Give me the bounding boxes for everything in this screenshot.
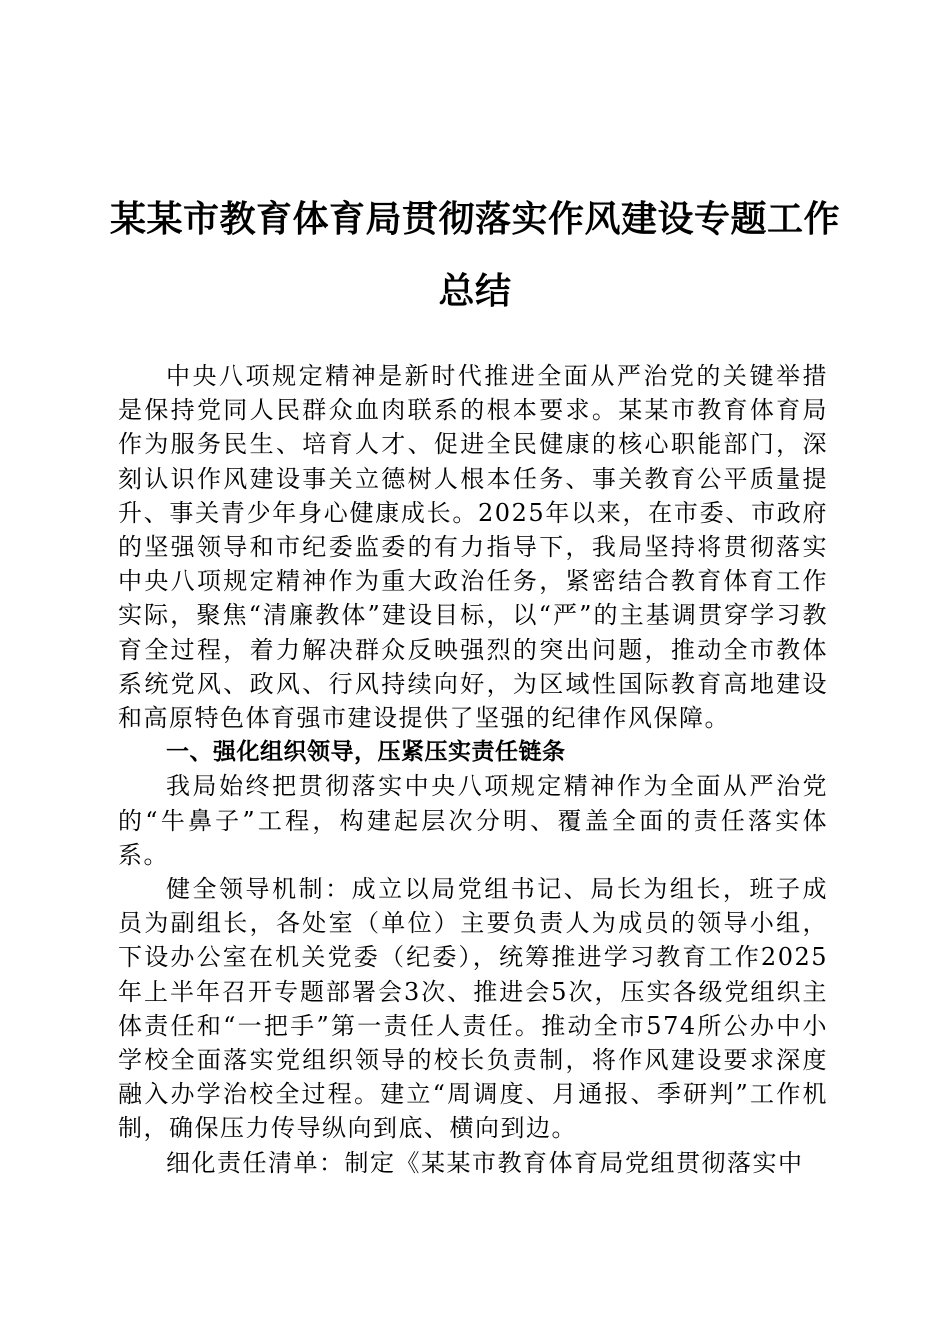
document-title — [110, 190, 840, 320]
section1-paragraph-2: 健全领导机制：成立以局党组书记、局长为组长，班子成员为副组长，各处室（单位）主要负责人为成员的领导小组，下设办公室在机关党委（纪委），统筹推进学习教育工作2025年上半年召开专题部署会3次、推进会5次，压实各级党组织主体责任和“一把手”第一责任人责任。推动全市574所公办中小学校全面落实党组织领导的校长负责制，将作风建设要求深度融入办学治校全过程。建立“周调度、月通报、季研判”工作机制，确保压力传导纵向到底、横向到边。 — [118, 875, 828, 1143]
title-line-1: 某某市教育体育局贯彻落实作风建设专题工作 — [110, 198, 841, 240]
section1-paragraph-3: 细化责任清单：制定《某某市教育体育局党组贯彻落实中 — [166, 1148, 804, 1177]
title-line-2: 总结 — [438, 270, 512, 312]
document-body — [118, 359, 828, 1180]
section-heading-1: 一、强化组织领导，压紧压实责任链条 — [166, 739, 566, 766]
intro-paragraph: 中央八项规定精神是新时代推进全面从严治党的关键举措是保持党同人民群众血肉联系的根本要求。某某市教育体育局作为服务民生、培育人才、促进全民健康的核心职能部门，深刻认识作风建设事关立德树人根本任务、事关教育公平质量提升、事关青少年身心健康成长。2025年以来，在市委、市政府的坚强领导和市纪委监委的有力指导下，我局坚持将贯彻落实中央八项规定精神作为重大政治任务，紧密结合教育体育工作实际，聚焦“清廉教体”建设目标，以“严”的主基调贯穿学习教育全过程，着力解决群众反映强烈的突出问题，推动全市教体系统党风、政风、行风持续向好，为区域性国际教育高地建设和高原特色体育强市建设提供了坚强的纪律作风保障。 — [118, 362, 828, 733]
section1-paragraph-1: 我局始终把贯彻落实中央八项规定精神作为全面从严治党的“牛鼻子”工程，构建起层次分明、覆盖全面的责任落实体系。 — [118, 772, 828, 869]
